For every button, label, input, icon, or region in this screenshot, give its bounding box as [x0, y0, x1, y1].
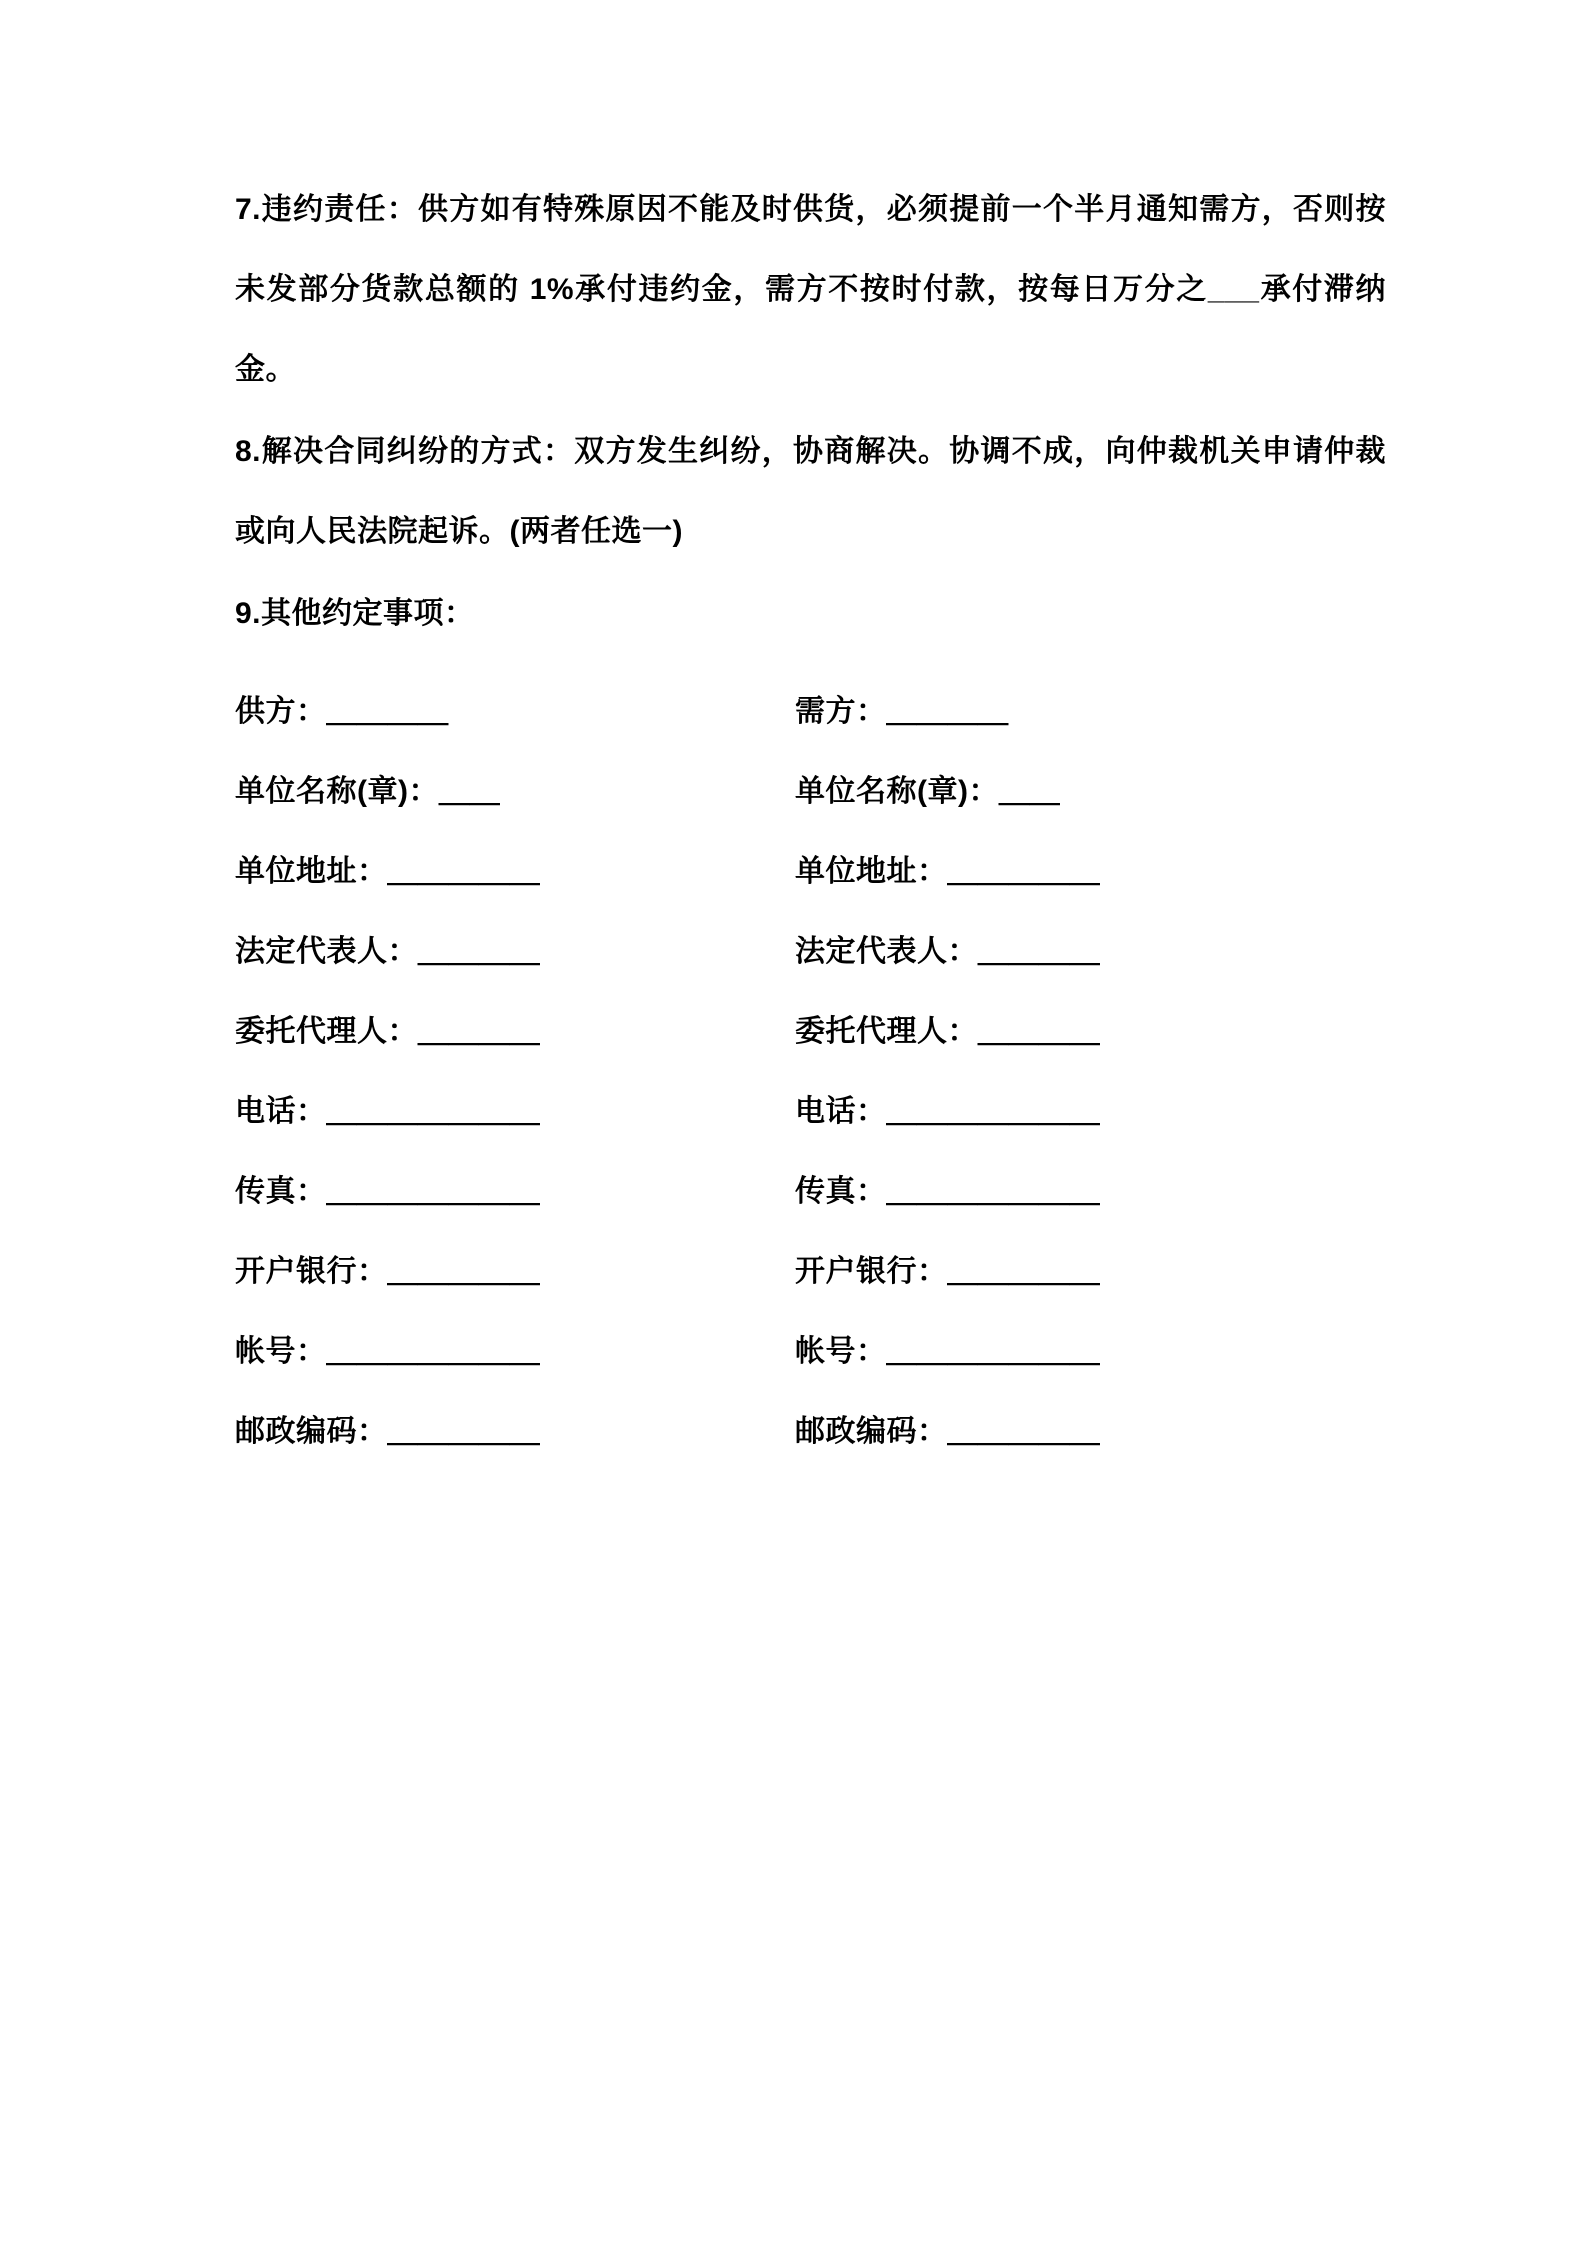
supplier-postcode-field: 邮政编码：＿＿＿＿＿ [235, 1415, 540, 1448]
supplier-unit-name-field: 单位名称(章)：＿＿ [235, 775, 500, 808]
buyer-agent-field: 委托代理人：＿＿＿＿ [795, 1015, 1100, 1048]
supplier-account-field: 帐号：＿＿＿＿＿＿＿ [235, 1335, 540, 1368]
clause-paragraph-8: 8.解决合同纠纷的方式：双方发生纠纷，协商解决。协调不成，向仲裁机关申请仲裁或向人民法院起诉。(两者任选一) [235, 435, 1386, 548]
signature-row [235, 992, 1386, 1072]
signature-row [235, 912, 1386, 992]
signature-row [235, 752, 1386, 832]
signature-row [235, 672, 1386, 752]
buyer-account-field: 帐号：＿＿＿＿＿＿＿ [795, 1335, 1100, 1368]
clause-paragraph-9: 9.其他约定事项： [235, 597, 475, 630]
signature-row [235, 1392, 1386, 1472]
buyer-address-field: 单位地址：＿＿＿＿＿ [795, 855, 1100, 888]
buyer-phone-field: 电话：＿＿＿＿＿＿＿ [795, 1095, 1100, 1128]
supplier-agent-field: 委托代理人：＿＿＿＿ [235, 1015, 540, 1048]
signature-row [235, 1312, 1386, 1392]
supplier-fax-field: 传真：＿＿＿＿＿＿＿ [235, 1175, 540, 1208]
signature-row [235, 1232, 1386, 1312]
clause-paragraph-7: 7.违约责任：供方如有特殊原因不能及时供货，必须提前一个半月通知需方，否则按未发部分货款总额的 1%承付违约金，需方不按时付款，按每日万分之___承付滞纳金。 [235, 193, 1386, 386]
supplier-bank-field: 开户银行：＿＿＿＿＿ [235, 1255, 540, 1288]
buyer-legal-representative-field: 法定代表人：＿＿＿＿ [795, 935, 1100, 968]
signature-row [235, 1152, 1386, 1232]
buyer-fax-field: 传真：＿＿＿＿＿＿＿ [795, 1175, 1100, 1208]
signature-row [235, 1072, 1386, 1152]
supplier-field: 供方：＿＿＿＿ [235, 695, 449, 728]
supplier-legal-representative-field: 法定代表人：＿＿＿＿ [235, 935, 540, 968]
buyer-postcode-field: 邮政编码：＿＿＿＿＿ [795, 1415, 1100, 1448]
signature-block [235, 672, 1386, 1472]
supplier-phone-field: 电话：＿＿＿＿＿＿＿ [235, 1095, 540, 1128]
supplier-address-field: 单位地址：＿＿＿＿＿ [235, 855, 540, 888]
buyer-field: 需方：＿＿＿＿ [795, 695, 1009, 728]
buyer-unit-name-field: 单位名称(章)：＿＿ [795, 775, 1060, 808]
signature-row [235, 832, 1386, 912]
buyer-bank-field: 开户银行：＿＿＿＿＿ [795, 1255, 1100, 1288]
